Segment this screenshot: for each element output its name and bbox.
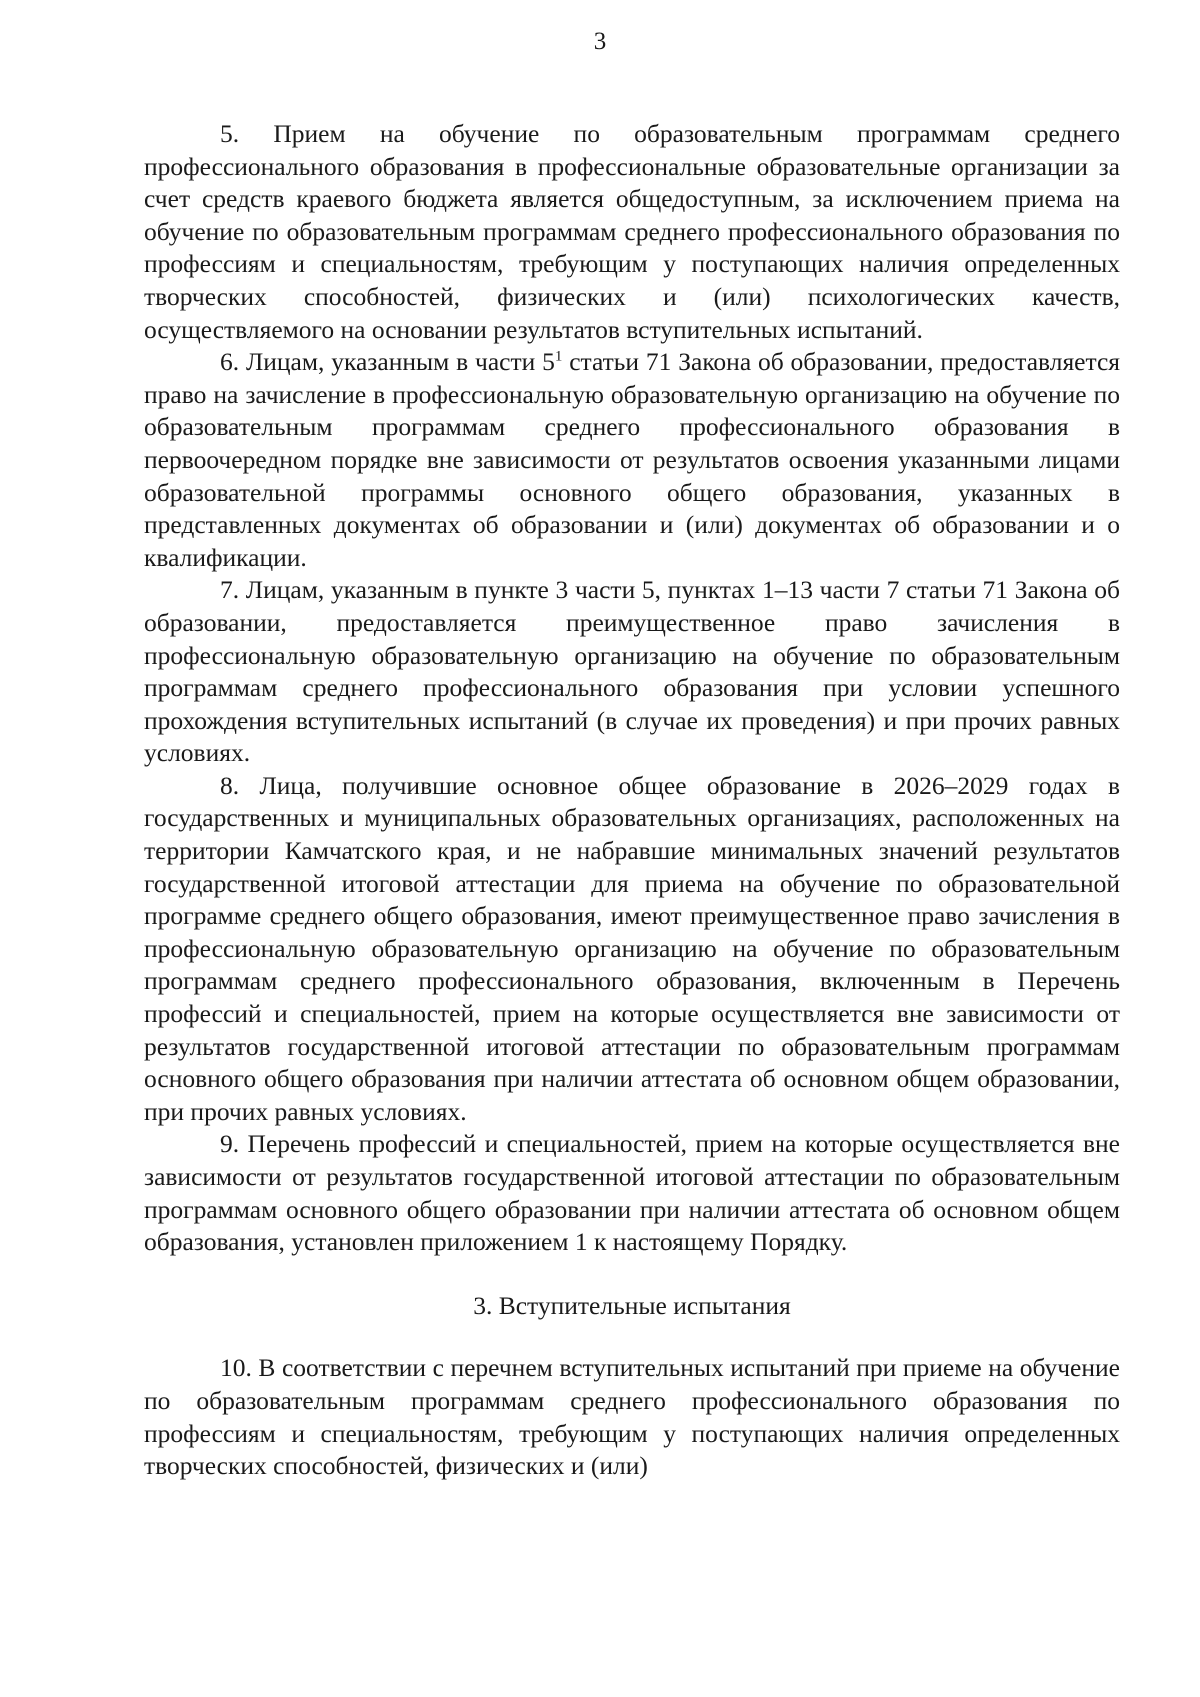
paragraph-5: 5. Прием на обучение по образовательным программам среднего профессионального образования в профессиональные образовательные организации за счет средств краевого бюджета является общедоступным, за исключением приема на обучение по образовательным программам среднего профессионального образования по профессиям и специальностям, требующим у поступающих наличия определенных творческих способностей, физических и (или) психологических качеств, осуществляемого на основании результатов вступительных испытаний.: [144, 119, 1120, 344]
paragraph-6: [144, 346, 1120, 574]
paragraph-8: 8. Лица, получившие основное общее образование в 2026–2029 годах в государственных и муниципальных образовательных организациях, расположенных на территории Камчатского края, и не набравшие минимальных значений результатов государственной итоговой аттестации для приема на обучение по образовательной программе среднего общего образования, имеют преимущественное право зачисления в профессиональную образовательную организацию на обучение по образовательным программам среднего профессионального образования, включенным в Перечень профессий и специальностей, прием на которые осуществляется вне зависимости от результатов государственной итоговой аттестации по образовательным программам основного общего образования при наличии аттестата об основном общем образовании, при прочих равных условиях.: [144, 770, 1120, 1126]
document-body: [144, 118, 1120, 1483]
page-number: 3: [593, 28, 607, 55]
paragraph-10: 10. В соответствии с перечнем вступительных испытаний при приеме на обучение по образовательным программам среднего профессионального образования по профессиям и специальностям, требующим у поступающих наличия определенных творческих способностей, физических и (или): [144, 1353, 1120, 1481]
paragraph-6-start: 6. Лицам, указанным в части 5: [220, 347, 555, 377]
paragraph-7: 7. Лицам, указанным в пункте 3 части 5, пунктах 1–13 части 7 статьи 71 Закона об образовании, предоставляется преимущественное право зачисления в профессиональную образовательную организацию на обучение по образовательным программам среднего профессионального образования при условии успешного прохождения вступительных испытаний (в случае их проведения) и при прочих равных условиях.: [144, 575, 1120, 768]
paragraph-9: 9. Перечень профессий и специальностей, прием на которые осуществляется вне зависимости от результатов государственной итоговой аттестации по образовательным программам основного общего образовании при наличии аттестата об основном общем образования, установлен приложением 1 к настоящему Порядку.: [144, 1129, 1120, 1257]
paragraph-6-rest: статьи 71 Закона об образовании, предоставляется право на зачисление в профессиональную образовательную организацию на обучение по образовательным программам среднего профессионального образования в первоочередном порядке вне зависимости от результатов освоения указанными лицами образовательной программы основного общего образования, указанных в представленных документах об образовании и (или) документах об образовании и о квалификации.: [144, 347, 1121, 572]
superscript-1: 1: [554, 348, 563, 365]
section-heading: 3. Вступительные испытания: [473, 1290, 791, 1320]
